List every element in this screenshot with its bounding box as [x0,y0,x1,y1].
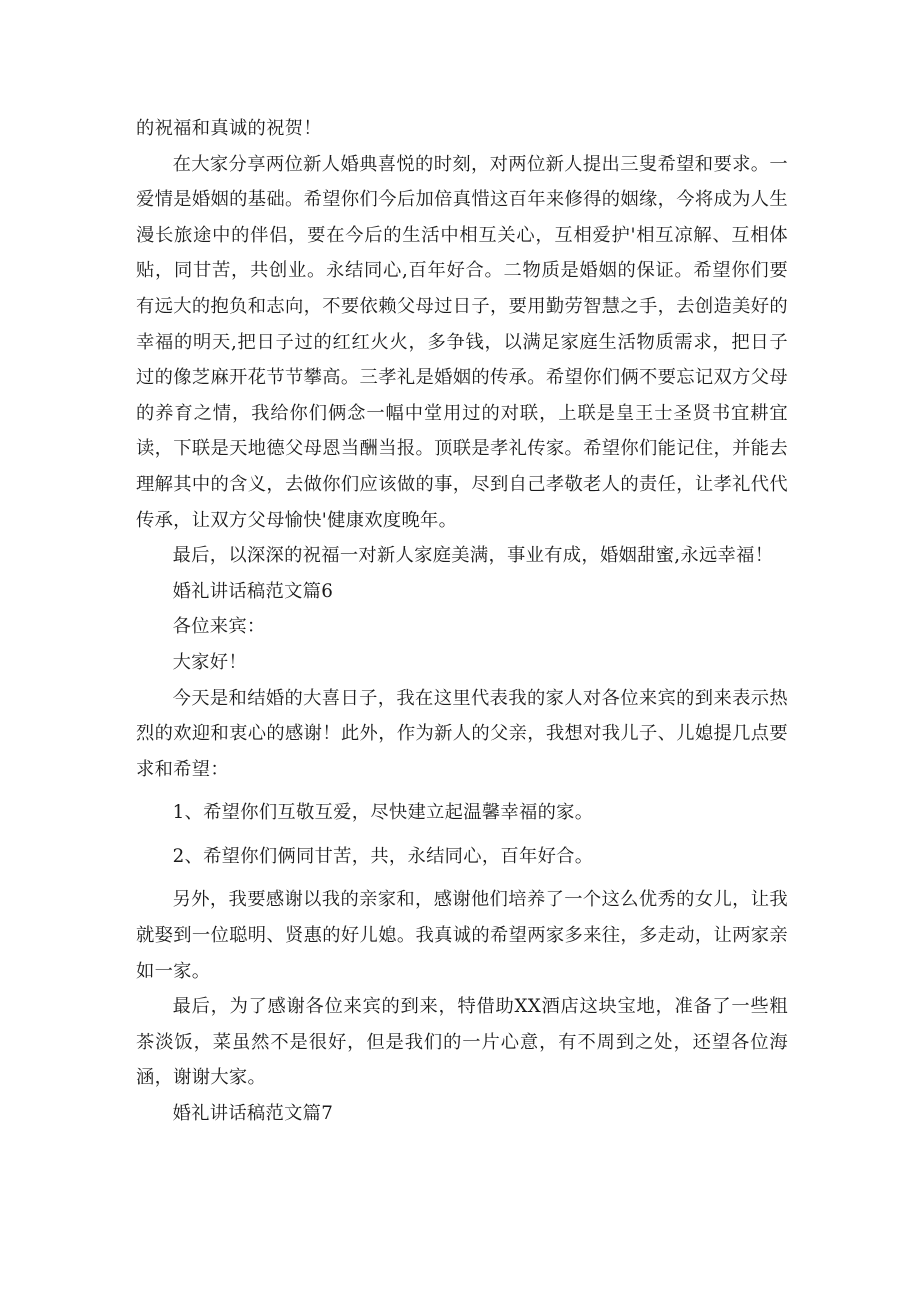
section-heading-6: 婚礼讲话稿范文篇6 [172,580,334,602]
paragraph-final-thanks: 最后，为了感谢各位来宾的到来，特借助XX酒店这块宝地，准备了一些粗茶淡饭，菜虽然不是很好，但是我们的一片心意，有不周到之处，还望各位海涵，谢谢大家。 [136,996,788,1089]
paragraph-thanks-in-laws: 另外，我要感谢以我的亲家和，感谢他们培养了一个这么优秀的女儿，让我就娶到一位聪明、贤惠的好儿媳。我真诚的希望两家多来往，多走动，让两家亲如一家。 [136,889,788,982]
section-heading-7: 婚礼讲话稿范文篇7 [172,1103,334,1125]
greeting: 大家好！ [172,651,247,673]
list-item-2: 2、希望你们俩同甘苦，共，永结同心，百年好合。 [172,845,594,867]
paragraph-welcome: 今天是和结婚的大喜日子，我在这里代表我的家人对各位来宾的到来表示热烈的欢迎和衷心的感谢！此外，作为新人的父亲，我想对我儿子、儿媳提几点要求和希望： [136,687,788,780]
document-page [136,111,788,1132]
paragraph-three-hopes: 在大家分享两位新人婚典喜悦的时刻，对两位新人提出三叟希望和要求。一爱情是婚姻的基础。希望你们今后加倍真惜这百年来修得的姻缘，今将成为人生漫长旅途中的伴侣，要在今后的生活中相互关心，互相爱护'相互凉解、互相体贴，同甘苦，共创业。永结同心,百年好合。二物质是婚姻的保证。希望你们要有远大的抱负和志向，不要依赖父母过日子，要用勤劳智慧之手，去创造美好的幸福的明天,把日子过的红红火火，多争钱，以满足家庭生活物质需求，把日子过的像芝麻开花节节攀高。三孝礼是婚姻的传承。希望你们俩不要忘记双方父母的养育之情，我给你们俩念一幅中堂用过的对联，上联是皇王士圣贤书宜耕宜读，下联是天地德父母恩当酬当报。顶联是孝礼传家。希望你们能记住，并能去理解其中的含义，去做你们应该做的事，尽到自己孝敬老人的责任，让孝礼代代传承，让双方父母愉快'健康欢度晚年。 [136,153,788,531]
paragraph-closing-blessing: 最后，以深深的祝福一对新人家庭美满，事业有成，婚姻甜蜜,永远幸福！ [172,545,774,567]
salutation-guests: 各位来宾： [172,616,266,638]
list-item-1: 1、希望你们互敬互爱，尽快建立起温馨幸福的家。 [172,802,594,824]
paragraph-continuation: 的祝福和真诚的祝贺！ [136,118,322,139]
